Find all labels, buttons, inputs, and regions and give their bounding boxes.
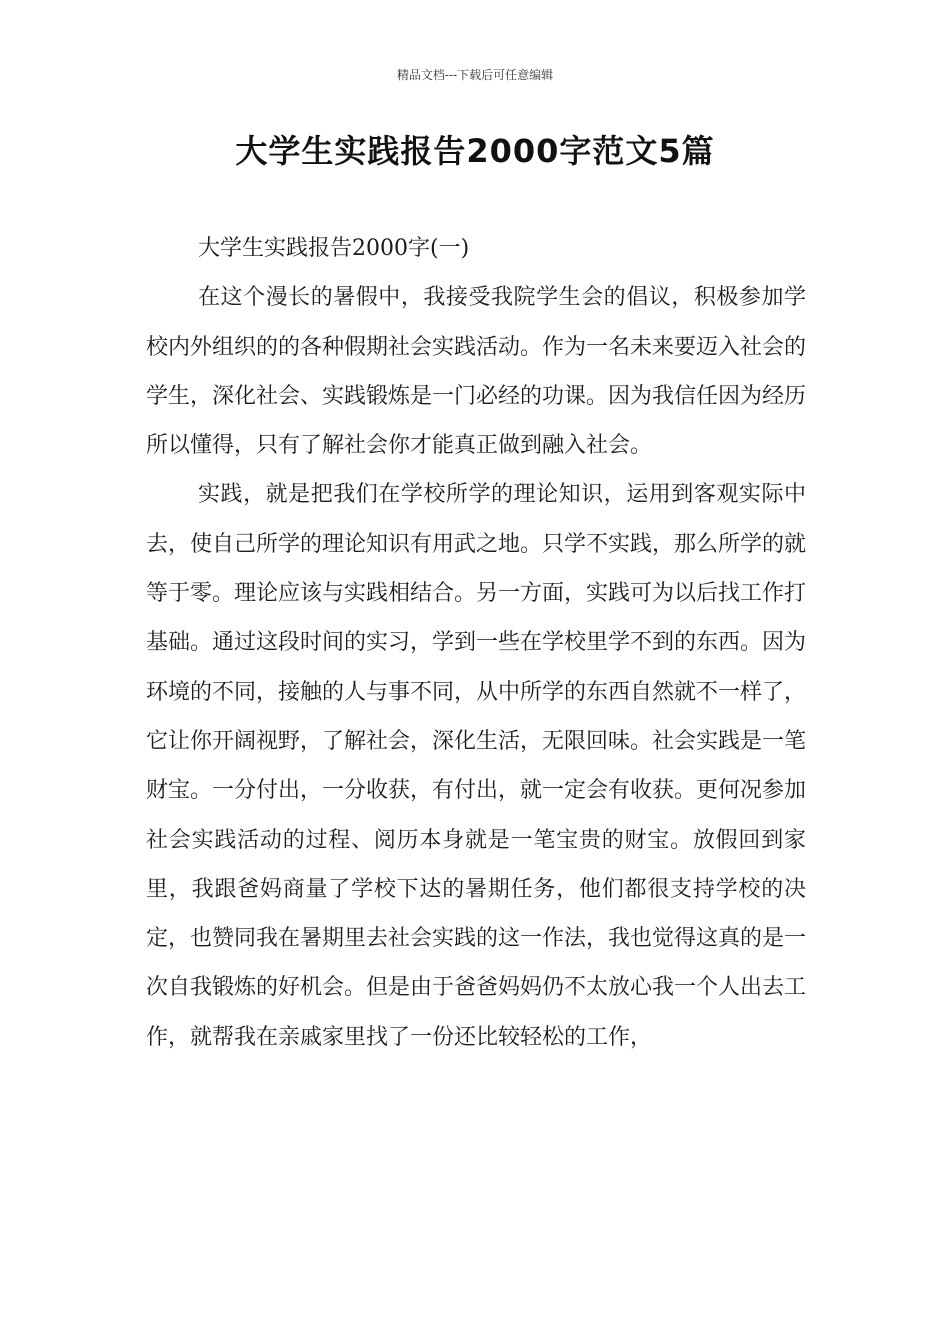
document-title: 大学生实践报告2000字范文5篇: [235, 132, 715, 170]
document-body: [146, 224, 806, 1062]
header-note: 精品文档---下载后可任意编辑: [396, 68, 554, 82]
section-heading: 大学生实践报告2000字(一): [198, 236, 470, 261]
paragraph-2: 实践，就是把我们在学校所学的理论知识，运用到客观实际中去，使自己所学的理论知识有用武之地。只学不实践，那么所学的就等于零。理论应该与实践相结合。另一方面，实践可为以后找工作打基础。通过这段时间的实习，学到一些在学校里学不到的东西。因为环境的不同，接触的人与事不同，从中所学的东西自然就不一样了，它让你开阔视野，了解社会，深化生活，无限回味。社会实践是一笔财宝。一分付出，一分收获，有付出，就一定会有收获。更何况参加社会实践活动的过程、阅历本身就是一笔宝贵的财宝。放假回到家里，我跟爸妈商量了学校下达的暑期任务，他们都很支持学校的决定，也赞同我在暑期里去社会实践的这一作法，我也觉得这真的是一次自我锻炼的好机会。但是由于爸爸妈妈仍不太放心我一个人出去工作，就帮我在亲戚家里找了一份还比较轻松的工作，: [146, 482, 807, 1050]
paragraph-1: 在这个漫长的暑假中，我接受我院学生会的倡议，积极参加学校内外组织的的各种假期社会实践活动。作为一名未来要迈入社会的学生，深化社会、实践锻炼是一门必经的功课。因为我信任因为经历所以懂得，只有了解社会你才能真正做到融入社会。: [146, 285, 807, 459]
